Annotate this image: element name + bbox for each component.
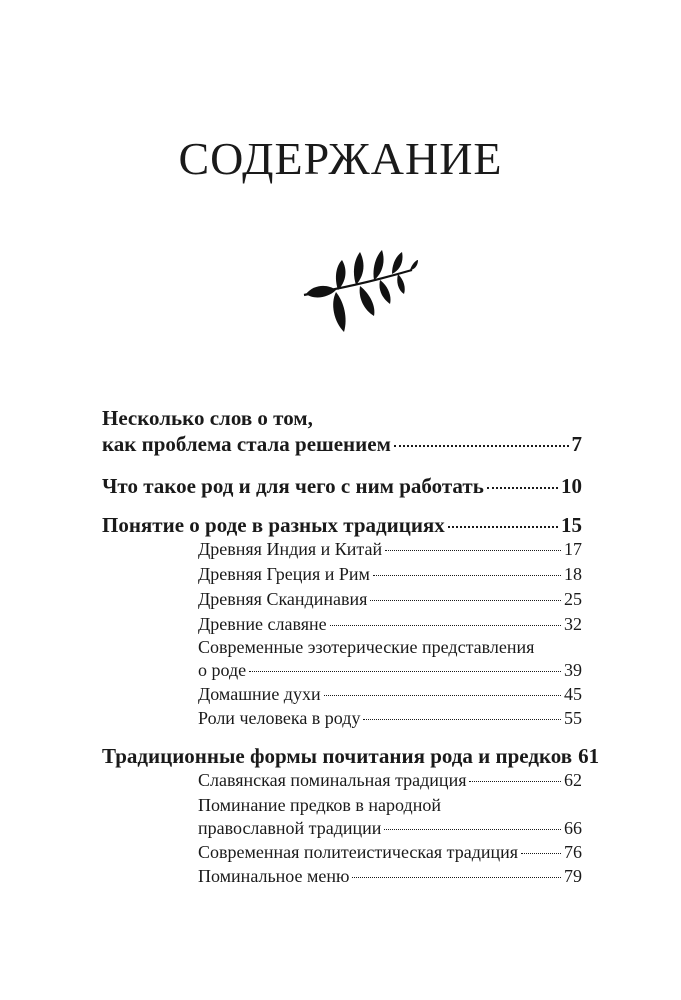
dot-leader [394,445,569,447]
page-number: 76 [564,842,582,862]
dot-leader [448,526,558,528]
page-number: 62 [564,770,582,790]
toc-subentry-title: Древняя Греция и Рим [198,564,370,584]
toc-subentry[interactable] [198,707,582,730]
page-number: 61 [578,744,600,768]
toc-entry[interactable] [102,743,600,769]
toc-subentry[interactable] [198,563,582,586]
dot-leader [324,695,561,696]
dot-leader [370,600,561,601]
dot-leader [521,853,561,854]
dot-leader [384,829,561,830]
toc-subentry-title: Роли человека в роду [198,708,361,728]
page-number: 79 [564,866,582,886]
toc-subentry-title-line1: Поминание предков в народной [198,795,441,815]
dot-leader [363,719,561,720]
toc-subentry-title: Домашние духи [198,684,321,704]
toc-subentry[interactable] [198,769,582,792]
page-number: 32 [564,614,582,634]
toc-entry[interactable] [102,405,582,457]
toc-entry-title: Традиционные формы почитания рода и предков [102,744,573,768]
toc-entry-title-line1: Несколько слов о том, [102,406,313,430]
toc-subentry-title: Современная политеистическая традиция [198,842,519,862]
toc-subentry[interactable] [198,588,582,611]
toc-subentry[interactable] [198,636,582,682]
dot-leader [373,575,561,576]
page-number: 10 [561,474,582,498]
page-number: 15 [561,513,582,537]
toc-subentry-title: Древние славяне [198,614,327,634]
dot-leader [352,877,561,878]
toc-subentry[interactable] [198,683,582,706]
toc-subentry-title-line2: о роде [198,660,247,680]
page-number: 18 [564,564,582,584]
dot-leader [469,781,561,782]
toc-subentry-title: Древняя Индия и Китай [198,539,383,559]
toc-subentry[interactable] [198,613,582,636]
page-number: 39 [564,660,582,680]
toc-subentry-title: Древняя Скандинавия [198,589,368,609]
toc-subentry[interactable] [198,538,582,561]
toc-entry[interactable] [102,512,582,538]
page-number: 66 [564,818,582,838]
toc-subentry-title-line1: Современные эзотерические представления [198,637,535,657]
toc-subentry[interactable] [198,865,582,888]
page-number: 17 [564,539,582,559]
toc-entry-title: Что такое род и для чего с ним работать [102,474,484,498]
toc-entry[interactable] [102,473,582,499]
page-title: СОДЕРЖАНИЕ [178,133,503,184]
dot-leader [249,671,561,672]
page-number: 7 [571,432,582,456]
toc-subentry-title: Поминальное меню [198,866,350,886]
page-number: 25 [564,589,582,609]
toc-entry-title-line2: как проблема стала решением [102,432,391,456]
leaf-branch-icon [300,240,420,340]
toc-subentry-title: Славянская поминальная традиция [198,770,467,790]
dot-leader [385,550,561,551]
toc-entry-title: Понятие о роде в разных традициях [102,513,445,537]
toc-subentry-title-line2: православной традиции [198,818,382,838]
dot-leader [487,487,558,489]
toc-subentry[interactable] [198,841,582,864]
dot-leader [330,625,561,626]
page-number: 55 [564,708,582,728]
page-number: 45 [564,684,582,704]
toc-subentry[interactable] [198,794,582,840]
